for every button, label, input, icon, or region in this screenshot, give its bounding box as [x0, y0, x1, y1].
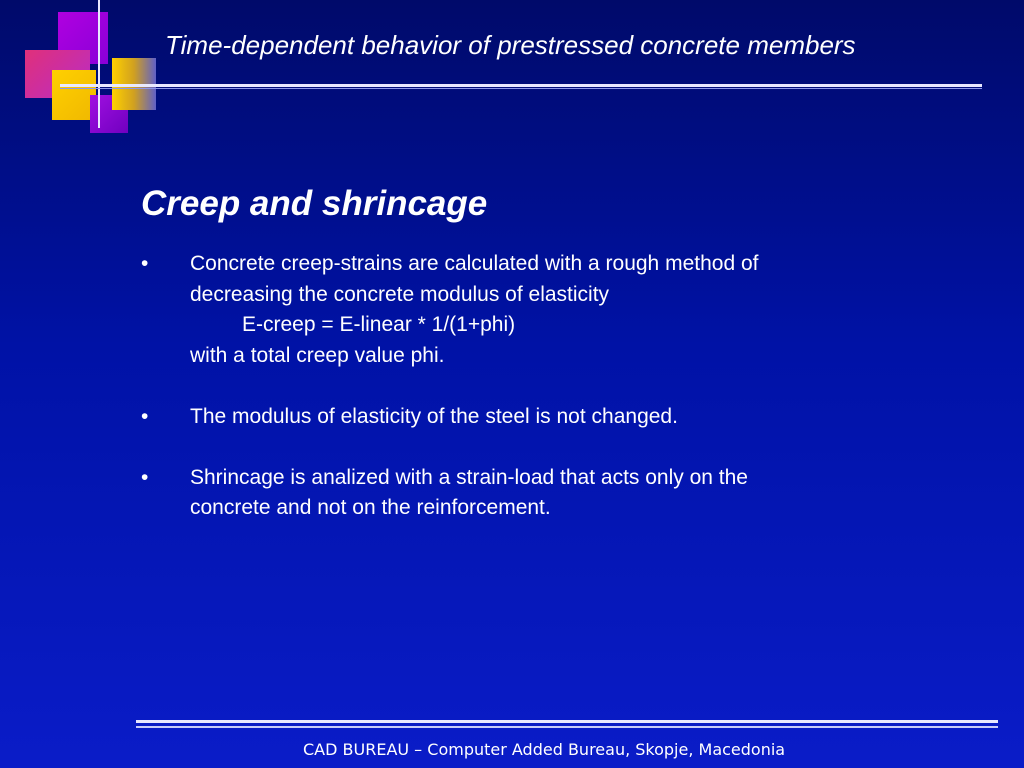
- bullet-text: Shrincage is analized with a strain-load that acts only on the: [190, 465, 748, 489]
- bullet-text: decreasing the concrete modulus of elasticity: [190, 282, 610, 306]
- bullet-list: [141, 249, 961, 524]
- bullet-dot: •: [141, 252, 149, 275]
- section-title: Creep and shrincage: [141, 184, 488, 223]
- header-divider: [60, 84, 982, 87]
- bullet-dot: •: [141, 404, 149, 428]
- footer-divider-shadow: [136, 726, 998, 728]
- creep-formula: E-creep = E-linear * 1/(1+phi): [242, 313, 516, 336]
- header-divider-shadow: [60, 88, 982, 89]
- bullet-text: concrete and not on the reinforcement.: [190, 496, 551, 519]
- bullet-item-creep: [141, 249, 961, 371]
- bullet-item-steel: [141, 402, 961, 433]
- slide-header-title: Time-dependent behavior of prestressed concrete members: [165, 30, 856, 60]
- bullet-text: with a total creep value phi.: [190, 343, 445, 367]
- decor-vertical-line: [98, 0, 100, 128]
- footer-text: CAD BUREAU – Computer Added Bureau, Skopje, Macedonia: [303, 740, 786, 759]
- bullet-dot: •: [141, 465, 149, 489]
- bullet-text: Concrete creep-strains are calculated with a rough method of: [190, 252, 759, 275]
- bullet-text: The modulus of elasticity of the steel is not changed.: [190, 404, 678, 428]
- bullet-item-shrincage: [141, 463, 961, 524]
- footer-divider: [136, 720, 998, 723]
